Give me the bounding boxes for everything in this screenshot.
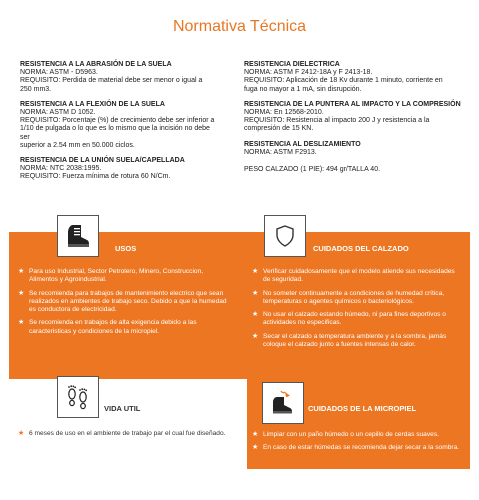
footprints-icon-box bbox=[57, 376, 99, 418]
spec-line: REQUISITO: Resistencia al impacto 200 J y resistencia a la bbox=[244, 117, 430, 125]
spec-line: REQUISITO: Aplicación de 18 Kv durante 1 minuto, corriente en bbox=[244, 77, 443, 85]
left-specs bbox=[20, 61, 220, 189]
vida-util-title: VIDA UTIL bbox=[104, 404, 141, 413]
page-title: Normativa Técnica bbox=[172, 18, 307, 35]
spec-line: superior a 2.54 mm en 50.000 ciclos. bbox=[20, 141, 135, 149]
spec-heading: RESISTENCIA A LA ABRASIÓN DE LA SUELA bbox=[20, 61, 172, 68]
star-bullet-icon: ★ bbox=[18, 268, 25, 275]
star-bullet-icon: ★ bbox=[252, 311, 259, 319]
spec-heading: RESISTENCIA AL DESLIZAMIENTO bbox=[244, 140, 361, 148]
spec-line: NORMA: En 12568-2010. bbox=[244, 109, 324, 117]
star-bullet-icon: ★ bbox=[252, 332, 259, 340]
spec-heading: RESISTENCIA DIELECTRICA bbox=[244, 61, 340, 68]
spec-abrasion bbox=[20, 61, 220, 94]
star-bullet-icon: ★ bbox=[252, 431, 259, 438]
boot-care-icon bbox=[269, 389, 297, 417]
star-bullet-icon: ★ bbox=[252, 444, 259, 452]
shield-icon-box bbox=[264, 215, 306, 257]
list-item bbox=[18, 290, 233, 315]
list-item-text: Para uso Industrial, Sector Petrolero, Minero, Construccion, Alimentos y Agroindustrial. bbox=[29, 268, 204, 284]
list-item-text: Se recomienda para trabajos de mantenimiento electrico que sean realizados en ambientes de trabajo seco. Debido a que la humedad es conductora de electricidad. bbox=[29, 289, 227, 314]
cuidados-micropiel-list bbox=[252, 431, 464, 458]
spec-deslizamiento bbox=[244, 141, 462, 157]
spec-line: 1/10 de pulgada o lo que es lo mismo que la incisión no debe ser bbox=[20, 125, 210, 141]
list-item-text: Verificar cuidadosamente que el modelo atiende sus necesidades de seguridad. bbox=[263, 268, 455, 284]
list-item bbox=[252, 431, 464, 439]
spec-line: NORMA: NTC 2038:1995. bbox=[20, 165, 102, 173]
spec-line: REQUISITO: Porcentaje (%) de crecimiento debe ser inferior a bbox=[20, 117, 215, 125]
spec-heading: RESISTENCIA A LA FLEXIÓN DE LA SUELA bbox=[20, 100, 165, 108]
spec-line: compresión de 15 KN. bbox=[244, 125, 314, 133]
list-item-text: Secar el calzado a temperatura ambiente y a la sombra, jamás coloque el calzado junto a fuentes intensas de calor. bbox=[263, 332, 447, 349]
spec-line: 250 mm3. bbox=[20, 85, 52, 93]
footprints-icon bbox=[63, 382, 93, 412]
list-item-text: No usar el calzado estando húmedo, ni para fines deportivos o actividades no especificas. bbox=[263, 311, 446, 327]
list-item bbox=[18, 430, 233, 438]
star-bullet-icon: ★ bbox=[18, 430, 25, 437]
list-item-text: No someter continuamente a condiciones de humedad crítica, temperaturas o agentes químicos o bacteriológicos. bbox=[263, 289, 445, 305]
spec-peso bbox=[244, 166, 462, 174]
spec-line: NORMA: ASTM F2913. bbox=[244, 148, 317, 156]
star-bullet-icon: ★ bbox=[18, 319, 25, 327]
star-bullet-icon: ★ bbox=[252, 289, 259, 297]
spec-puntera bbox=[244, 101, 462, 134]
list-item bbox=[252, 311, 462, 328]
cuidados-micropiel-title: CUIDADOS DE LA MICROPIEL bbox=[308, 404, 417, 413]
usos-list bbox=[18, 268, 233, 341]
spec-union bbox=[20, 157, 220, 182]
list-item bbox=[18, 319, 233, 336]
spec-flexion bbox=[20, 101, 220, 150]
star-bullet-icon: ★ bbox=[252, 268, 259, 275]
boot-icon-box bbox=[57, 215, 99, 257]
list-item-text: Se recomienda en trabajos de alta exigencia debido a las caracteristicas y condiciones de la micropiel. bbox=[29, 319, 197, 335]
spec-heading: RESISTENCIA DE LA UNIÓN SUELA/CAPELLADA bbox=[20, 157, 185, 165]
shield-icon bbox=[272, 223, 298, 249]
list-item-text: 6 meses de uso en el ambiente de trabajo par el cual fue diseñado. bbox=[29, 430, 226, 437]
star-bullet-icon: ★ bbox=[18, 289, 25, 297]
spec-line: fuga no mayor a 1 mA, sin disrupción. bbox=[244, 85, 362, 93]
spec-heading: RESISTENCIA DE LA PUNTERA AL IMPACTO Y LA COMPRESIÓN bbox=[244, 100, 461, 108]
list-item-text: En caso de estar húmedas se recomienda dejar secar a la sombra. bbox=[263, 444, 460, 452]
spec-line: NORMA: ASTM D 1052. bbox=[20, 109, 96, 117]
right-specs bbox=[244, 61, 462, 181]
boot-icon bbox=[64, 222, 92, 250]
spec-line: PESO CALZADO (1 PIE): 494 gr/TALLA 40. bbox=[244, 166, 381, 174]
vida-util-list bbox=[18, 430, 233, 443]
list-item bbox=[252, 444, 464, 452]
spec-line: NORMA: ASTM - D5963. bbox=[20, 69, 98, 77]
spec-line: REQUISITO: Perdida de material debe ser menor o igual a bbox=[20, 77, 203, 85]
list-item bbox=[252, 290, 462, 307]
list-item bbox=[252, 268, 462, 285]
spec-dielectrica bbox=[244, 61, 462, 94]
spec-line: REQUISITO: Fuerza mínima de rotura 60 N/Cm. bbox=[20, 173, 171, 181]
cuidados-calzado-list bbox=[252, 268, 462, 354]
usos-title: USOS bbox=[115, 244, 137, 253]
list-item-text: Limpiar con un paño húmedo o un cepillo de cerdas suaves. bbox=[263, 431, 439, 438]
boot-care-icon-box bbox=[262, 382, 304, 424]
list-item bbox=[18, 268, 233, 285]
spec-line: NORMA: ASTM F 2412-18A y F 2413-18. bbox=[244, 69, 373, 77]
list-item bbox=[252, 333, 462, 350]
cuidados-calzado-title: CUIDADOS DEL CALZADO bbox=[313, 244, 409, 253]
